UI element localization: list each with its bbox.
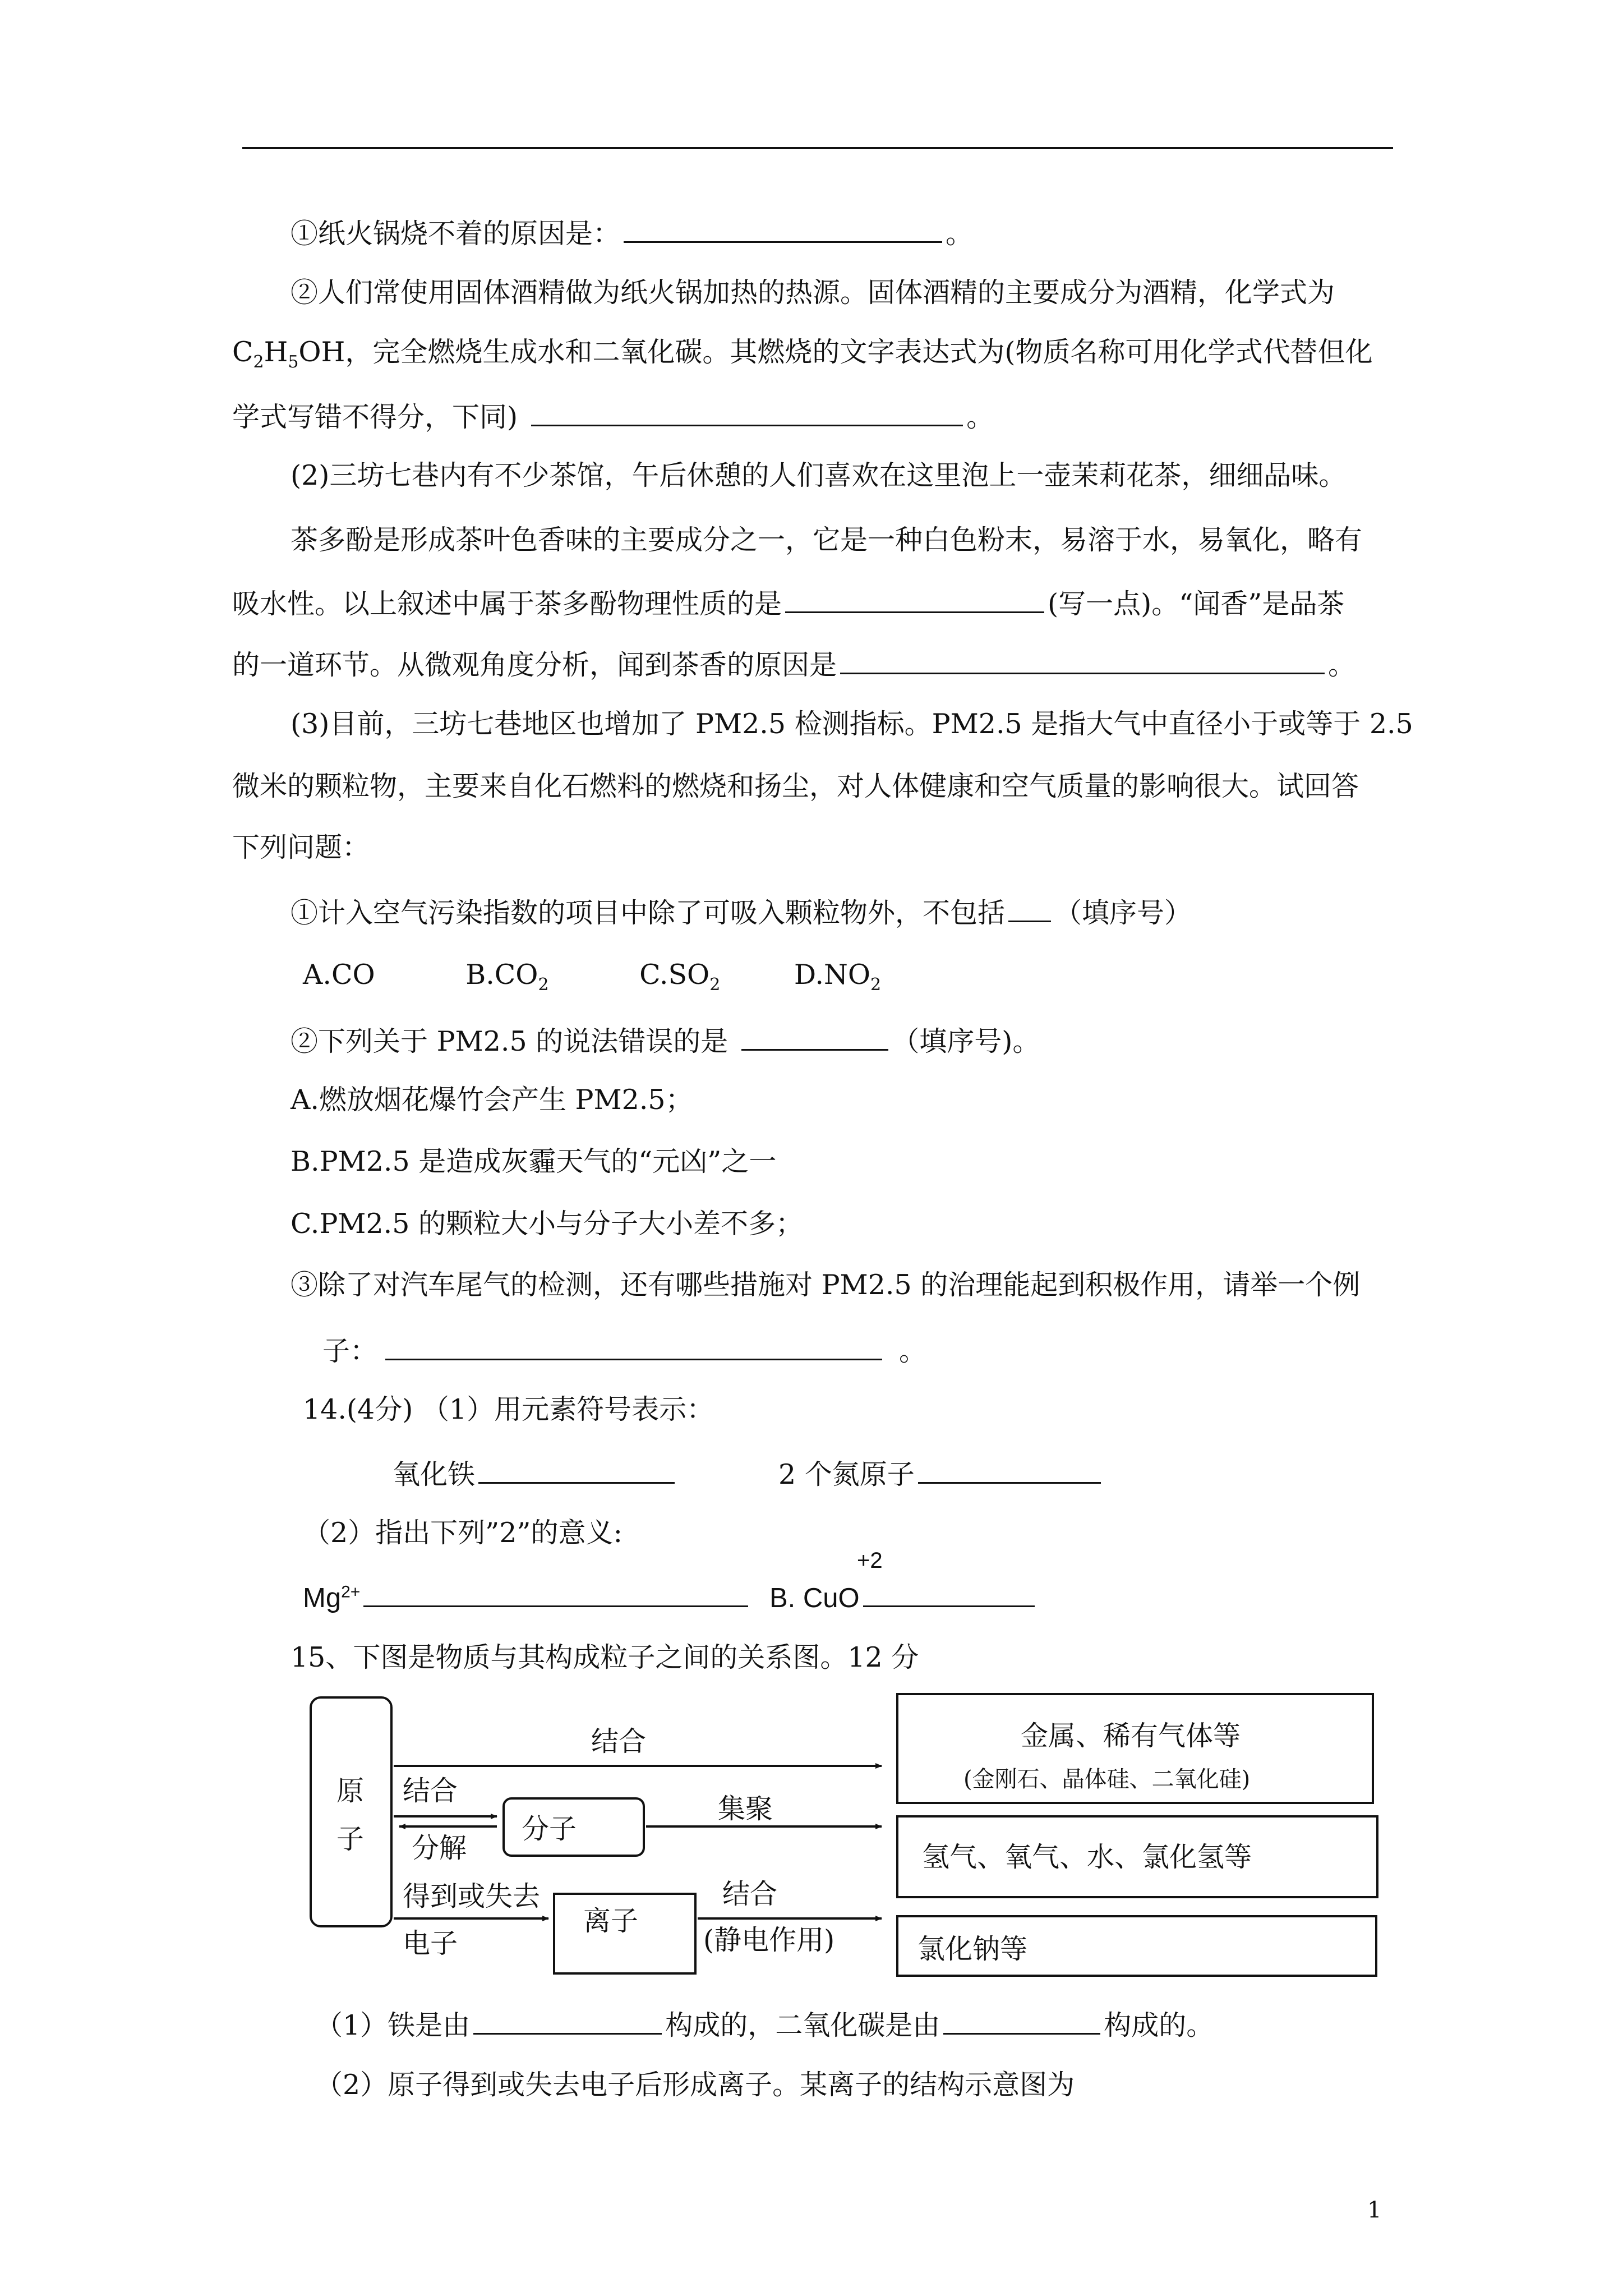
option-c[interactable]: $C.SO_2$ — [639, 959, 721, 995]
answer-blank[interactable] — [918, 1457, 1101, 1484]
q14-part2: （2）指出下列”2”的意义: — [303, 1517, 623, 1549]
answer-blank[interactable] — [478, 1457, 675, 1484]
answer-blank[interactable] — [943, 2008, 1100, 2035]
atom-label-1: 原 — [336, 1775, 365, 1807]
metal-box-line-2: (金刚石、晶体硅、二氧化硅) — [963, 1766, 1251, 1792]
page-number: 1 — [1367, 2197, 1382, 2223]
q13-sub2-option-a: A.燃放烟花爆竹会产生 PM2.5； — [291, 1084, 693, 1116]
atom-label-2: 子 — [336, 1823, 365, 1855]
q13-line-4: 学式写错不得分，下同) 。 — [232, 401, 994, 433]
option-a[interactable]: A.CO — [303, 959, 375, 991]
q13-part2-line-2: 茶多酚是形成茶叶色香味的主要成分之一，它是一种白色粉末，易溶于水，易氧化，略有 — [291, 524, 1363, 556]
q13-part2-line-1: (2)三坊七巷内有不少茶馆，午后休憩的人们喜欢在这里泡上一壶茉莉花茶，细细品味。 — [291, 459, 1347, 491]
cuo-charge-label: +2 — [857, 1548, 883, 1573]
q13-part3-line-2: 微米的颗粒物，主要来自化石燃料的燃烧和扬尘，对人体健康和空气质量的影响很大。试回答 — [232, 770, 1359, 802]
answer-blank[interactable] — [741, 1024, 888, 1051]
option-b[interactable]: $B.CO_2$ — [465, 959, 549, 995]
ion-label: 离子 — [583, 1905, 639, 1937]
q14-mg-ion: $Mg^{2+}$ — [303, 1581, 751, 1612]
answer-blank[interactable] — [531, 400, 963, 426]
q14-title: 14.(4分) （1）用元素符号表示： — [303, 1393, 714, 1425]
q13-sub2-option-c: C.PM2.5 的颗粒大小与分子大小差不多； — [291, 1208, 803, 1240]
q13-sub1: ①计入空气污染指数的项目中除了可吸入颗粒物外，不包括 （填序号） — [291, 897, 1192, 929]
answer-blank[interactable] — [1008, 896, 1051, 922]
answer-blank[interactable] — [863, 1581, 1035, 1607]
electron-label: 电子 — [403, 1927, 458, 1959]
q15-part1: （1）铁是由 构成的，二氧化碳是由 构成的。 — [315, 2009, 1214, 2041]
q13-line-3: $C_2H_5OH$，完全燃烧生成水和二氧化碳。其燃烧的文字表达式为(物质名称可用化学式代替但化 — [232, 336, 1373, 372]
q14-item-2: 2 个氮原子 — [778, 1457, 1104, 1488]
option-d[interactable]: $D.NO_2$ — [794, 959, 882, 995]
question-text: ①纸火锅烧不着的原因是： — [291, 218, 621, 250]
ionic-substance-label: 氯化钠等 — [917, 1933, 1028, 1965]
q13-part2-line-4: 的一道环节。从微观角度分析，闻到茶香的原因是 。 — [232, 649, 1356, 681]
molecular-substance-label: 氢气、氧气、水、氯化氢等 — [922, 1841, 1252, 1873]
answer-blank[interactable] — [385, 1334, 882, 1360]
q15-title: 15、下图是物质与其构成粒子之间的关系图。12 分 — [291, 1641, 919, 1673]
q13-sub2: ②下列关于 PM2.5 的说法错误的是 （填序号)。 — [291, 1025, 1040, 1057]
combine-top-label: 结合 — [591, 1726, 647, 1757]
molecule-label: 分子 — [522, 1813, 577, 1845]
q15-part2: （2）原子得到或失去电子后形成离子。某离子的结构示意图为 — [315, 2069, 1075, 2101]
q13-line-1: ①纸火锅烧不着的原因是： 。 — [291, 218, 974, 250]
header-rule — [242, 147, 1393, 149]
q13-part3-line-3: 下列问题： — [232, 831, 370, 863]
q14-cuo: B. CuO — [769, 1581, 1038, 1612]
q13-line-2: ②人们常使用固体酒精做为纸火锅加热的热源。固体酒精的主要成分为酒精，化学式为 — [291, 277, 1335, 309]
metal-box-line-1: 金属、稀有气体等 — [1021, 1720, 1241, 1752]
q13-part2-line-3: 吸水性。以上叙述中属于茶多酚物理性质的是 (写一点)。“闻香”是品茶 — [232, 588, 1345, 620]
answer-blank[interactable] — [624, 217, 942, 243]
decompose-label: 分解 — [412, 1832, 467, 1864]
answer-blank[interactable] — [363, 1581, 748, 1607]
gain-lose-label: 得到或失去 — [403, 1880, 541, 1912]
q13-sub1-options — [303, 961, 881, 993]
electrostatic-label: (静电作用) — [703, 1924, 835, 1956]
answer-blank[interactable] — [840, 648, 1325, 674]
atom-box — [310, 1696, 393, 1927]
q13-sub3-line-1: ③除了对汽车尾气的检测，还有哪些措施对 PM2.5 的治理能起到积极作用，请举一个例 — [291, 1269, 1361, 1301]
answer-blank[interactable] — [785, 587, 1044, 613]
q13-part3-line-1: (3)目前，三坊七巷地区也增加了 PM2.5 检测指标。PM2.5 是指大气中直径小于或等于 2.5 — [291, 708, 1413, 740]
gather-label: 集聚 — [718, 1793, 773, 1825]
combine-left-label: 结合 — [403, 1775, 458, 1807]
q13-sub2-option-b: B.PM2.5 是造成灰霾天气的“元凶”之一 — [291, 1145, 777, 1177]
chemical-formula: $C_2H_5OH$ — [232, 336, 345, 372]
answer-blank[interactable] — [473, 2008, 662, 2035]
q14-item-1: 氧化铁 — [393, 1457, 678, 1488]
q13-sub3-line-2: 子： 。 — [322, 1335, 927, 1367]
combine-ion-label: 结合 — [722, 1878, 778, 1910]
